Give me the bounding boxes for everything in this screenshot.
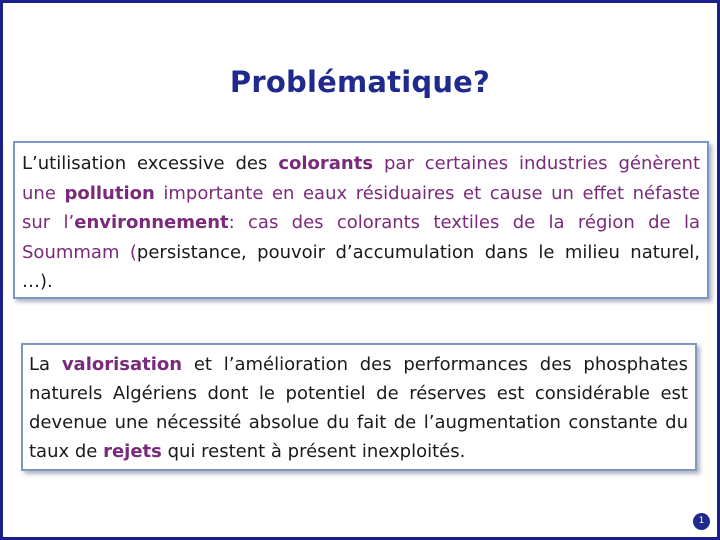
page-number-badge: 1 [693, 513, 710, 530]
problem-text-box [13, 141, 709, 299]
box1-text-3: importante en eaux résiduaires et cause un effet néfaste sur l’ [22, 182, 700, 233]
box1-text-4: : cas des colorants textiles de la région de la Soummam ( [22, 212, 700, 263]
valorisation-text-box [21, 343, 697, 471]
box1-text-2: par certaines industries génèrent une [22, 153, 701, 204]
box1-text-5: persistance, pouvoir d’accumulation dans le milieu naturel, …). [22, 241, 700, 292]
box2-text-1: La [29, 354, 62, 375]
box2-text-2: et l’amélioration des performances des phosphates naturels Algériens dont le potentiel de réserves est considérable est devenue une nécessité absolue du fait de l’augmentation constante du taux de [29, 354, 688, 462]
box1-text-1: L’utilisation excessive des [22, 153, 279, 174]
keyword-valorisation: valorisation [61, 354, 183, 375]
keyword-rejets: rejets [103, 441, 162, 462]
box2-text-3: qui restent à présent inexploités. [161, 441, 466, 462]
keyword-colorants: colorants [278, 153, 374, 174]
slide-title: Problématique? [229, 65, 491, 99]
keyword-pollution: pollution [64, 182, 155, 204]
keyword-environnement: environnement [74, 212, 229, 233]
